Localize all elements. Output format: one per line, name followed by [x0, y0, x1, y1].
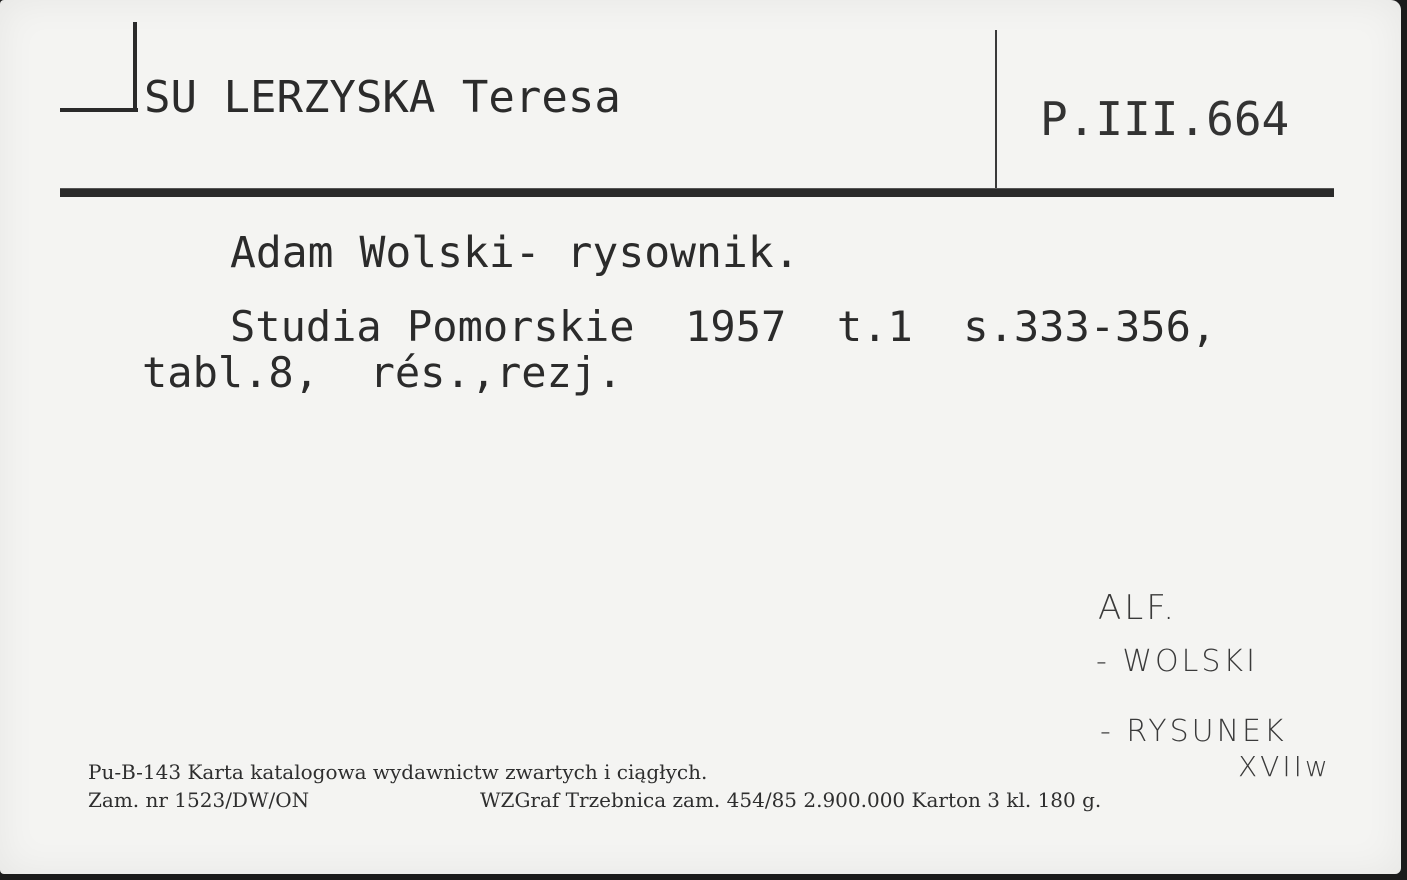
handwritten-note-3: - RYSUNEK [1100, 714, 1287, 749]
index-mark-horizontal [60, 108, 138, 112]
call-number-divider [995, 30, 997, 188]
handwritten-note-1: ALF. [1098, 588, 1178, 628]
footer-form-line: Pu-B-143 Karta katalogowa wydawnictw zwartych i ciągłych. [88, 760, 708, 784]
author-heading: SU LERZYSKA Teresa [144, 72, 621, 123]
header-rule [60, 188, 1334, 197]
footer-printer-info: WZGraf Trzebnica zam. 454/85 2.900.000 Karton 3 kl. 180 g. [480, 788, 1102, 812]
call-number: P.III.664 [1040, 92, 1290, 146]
publication-details-line-1: Studia Pomorskie 1957 t.1 s.333-356, [230, 302, 1217, 351]
handwritten-note-2: - WOLSKI [1096, 644, 1258, 679]
index-mark-vertical [133, 22, 137, 112]
footer-order-number: Zam. nr 1523/DW/ON [88, 788, 310, 812]
handwritten-note-4: XVIIw [1238, 750, 1331, 783]
work-title: Adam Wolski- rysownik. [230, 228, 800, 278]
publication-details-line-2: tabl.8, rés.,rezj. [142, 348, 623, 397]
